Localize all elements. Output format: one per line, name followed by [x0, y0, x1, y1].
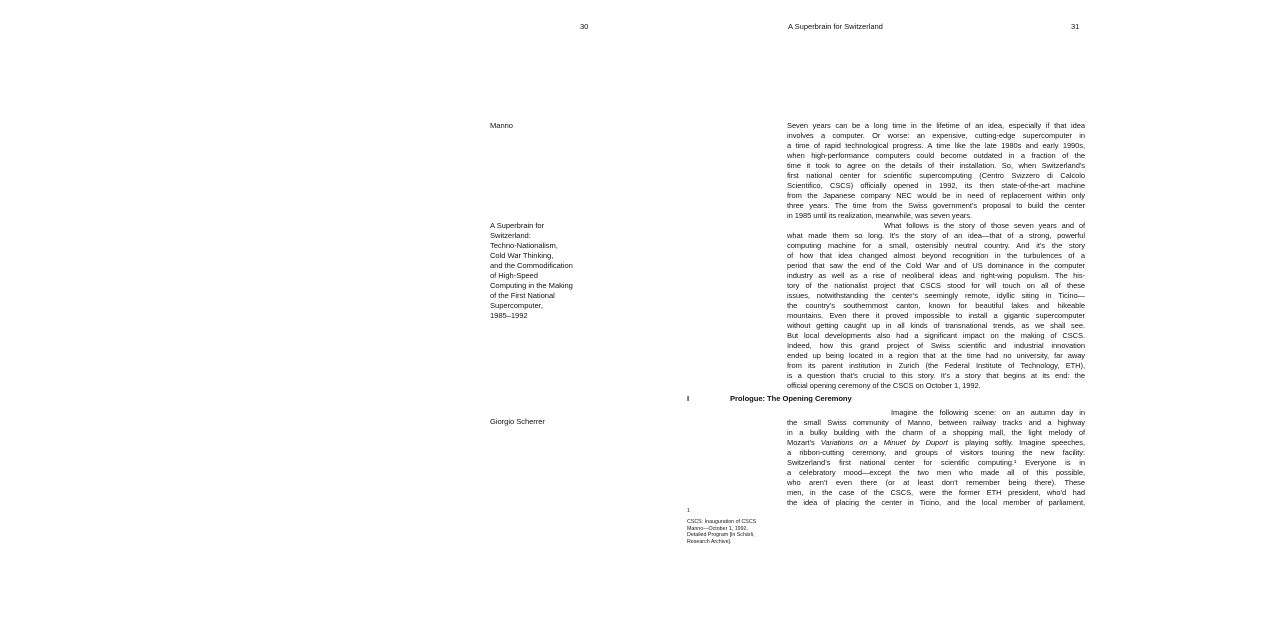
text-line: time it took to agree on the details of their installation. So, when Switzerland’s — [787, 161, 1085, 170]
right-page-number: 31 — [1071, 22, 1080, 31]
footnote — [687, 508, 779, 545]
text-line: involves a computer. Or worse: an expensive, cutting-edge supercomputer in — [787, 131, 1085, 140]
text-line: But local developments also had a significant impact on the making of CSCS. — [787, 331, 1085, 340]
chapter-title-line: Cold War Thinking, — [490, 251, 554, 260]
text-line: Imagine the following scene: on an autumn day in — [891, 408, 1085, 417]
text-line: Seven years can be a long time in the lifetime of an idea, especially if that idea — [787, 121, 1085, 130]
text-line: Switzerland’s first national center for scientific computing.¹ Everyone is in — [787, 458, 1085, 467]
text-line: Scientifico, CSCS) officially opened in 1992, its then state-of-the-art machine — [787, 181, 1085, 190]
text-line: in 1985 until its realization, meanwhile, was seven years. — [787, 211, 972, 220]
section-heading — [687, 394, 852, 404]
text-line: three years. The time from the Swiss government’s proposal to build the center — [787, 201, 1085, 210]
text-line: a ribbon-cutting ceremony, and groups of visitors touring the new facility: — [787, 448, 1085, 457]
body-text-block-2 — [787, 408, 1085, 508]
chapter-author: Giorgio Scherrer — [490, 417, 545, 426]
text-line: men, in the case of the CSCS, were the former ETH president, who’d had — [787, 488, 1085, 497]
text-line: tory of the nationalist project that CSCS stood for will touch on all of these — [787, 281, 1085, 290]
footnote-text — [687, 519, 779, 545]
footnote-line: CSCS: Inauguration of CSCS — [687, 519, 757, 526]
text-line: from the Japanese company NEC would be in need of replacement within only — [787, 191, 1085, 200]
left-page-number: 30 — [580, 22, 589, 31]
text-line: what made them so long. It’s the story of an idea—that of a strong, powerful — [787, 231, 1085, 240]
footnote-line: Manno—October 1, 1992. — [687, 525, 748, 532]
text-line: without getting caught up in all kinds of transnational trends, as we shall see. — [787, 321, 1085, 330]
chapter-title-line: Computing in the Making — [490, 281, 573, 290]
section-number: I — [687, 394, 690, 403]
text-line: a time of rapid technological progress. A time like the late 1980s and early 1990s, — [787, 141, 1085, 150]
text-line: first national center for scientific supercomputing (Centro Svizzero di Calcolo — [787, 171, 1085, 180]
text-line: computing machine for a small, ostensibly neutral country. And it’s the story — [787, 241, 1085, 250]
footnote-marker: 1 — [687, 508, 690, 514]
text-line: who aren’t even there (or at least don’t remember being there). These — [787, 478, 1085, 487]
text-line: issues, notwithstanding the center’s seemingly remote, idyllic siting in Ticino— — [787, 291, 1085, 300]
chapter-title-line: A Superbrain for — [490, 221, 545, 230]
text-line: Mozart’s Variations on a Minuet by Duport is playing softly. Imagine speeches, — [787, 438, 1085, 447]
chapter-location: Manno — [490, 121, 513, 130]
text-line: the small Swiss community of Manno, between railway tracks and a highway — [787, 418, 1085, 427]
text-line: in a bulky building with the charm of a shopping mall, the light melody of — [787, 428, 1085, 437]
chapter-title — [490, 221, 610, 321]
chapter-title-line: Techno-Nationalism, — [490, 241, 558, 250]
text-line: ended up being located in a region that at the time had no university, far away — [787, 351, 1085, 360]
text-line: from its parent institution in Zurich (the Federal Institute of Technology, ETH), — [787, 361, 1085, 370]
text-line: What follows is the story of those seven years and of — [884, 221, 1085, 230]
text-line: industry as well as a rise of neoliberal ideas and right-wing populism. The his- — [787, 271, 1085, 280]
body-text-block-1 — [787, 121, 1085, 391]
chapter-title-line: Supercomputer, — [490, 301, 543, 310]
chapter-title-line: of the First National — [490, 291, 555, 300]
text-line: the idea of placing the center in Ticino, and the local member of parliament, — [787, 498, 1085, 507]
text-line: period that saw the end of the Cold War and of US dominance in the computer — [787, 261, 1085, 270]
text-line: of how that idea changed almost beyond recognition in the turbulences of a — [787, 251, 1085, 260]
text-line: when high-performance computers could become outdated in a fraction of the — [787, 151, 1085, 160]
section-title: Prologue: The Opening Ceremony — [730, 394, 852, 403]
text-line: the country’s southernmost canton, known for beautiful lakes and hikeable — [787, 301, 1085, 310]
footnote-line: Research Archive]. — [687, 538, 732, 545]
chapter-title-line: Switzerland: — [490, 231, 531, 240]
chapter-title-line: of High-Speed — [490, 271, 538, 280]
chapter-title-line: and the Commodification — [490, 261, 573, 270]
chapter-title-line: 1985–1992 — [490, 311, 528, 320]
text-line: Indeed, how this grand project of Swiss scientific and industrial innovation — [787, 341, 1085, 350]
text-line: a celebratory mood—except the two men who made all of this possible, — [787, 468, 1085, 477]
footnote-line: Detailed Program [in Schärli, — [687, 532, 755, 539]
text-line: is a question that’s crucial to this story. It’s a story that begins at its end: the — [787, 371, 1085, 380]
text-line: official opening ceremony of the CSCS on October 1, 1992. — [787, 381, 981, 390]
running-title: A Superbrain for Switzerland — [788, 22, 883, 31]
text-line: mountains. Even there it proved impossible to install a gigantic supercomputer — [787, 311, 1085, 320]
